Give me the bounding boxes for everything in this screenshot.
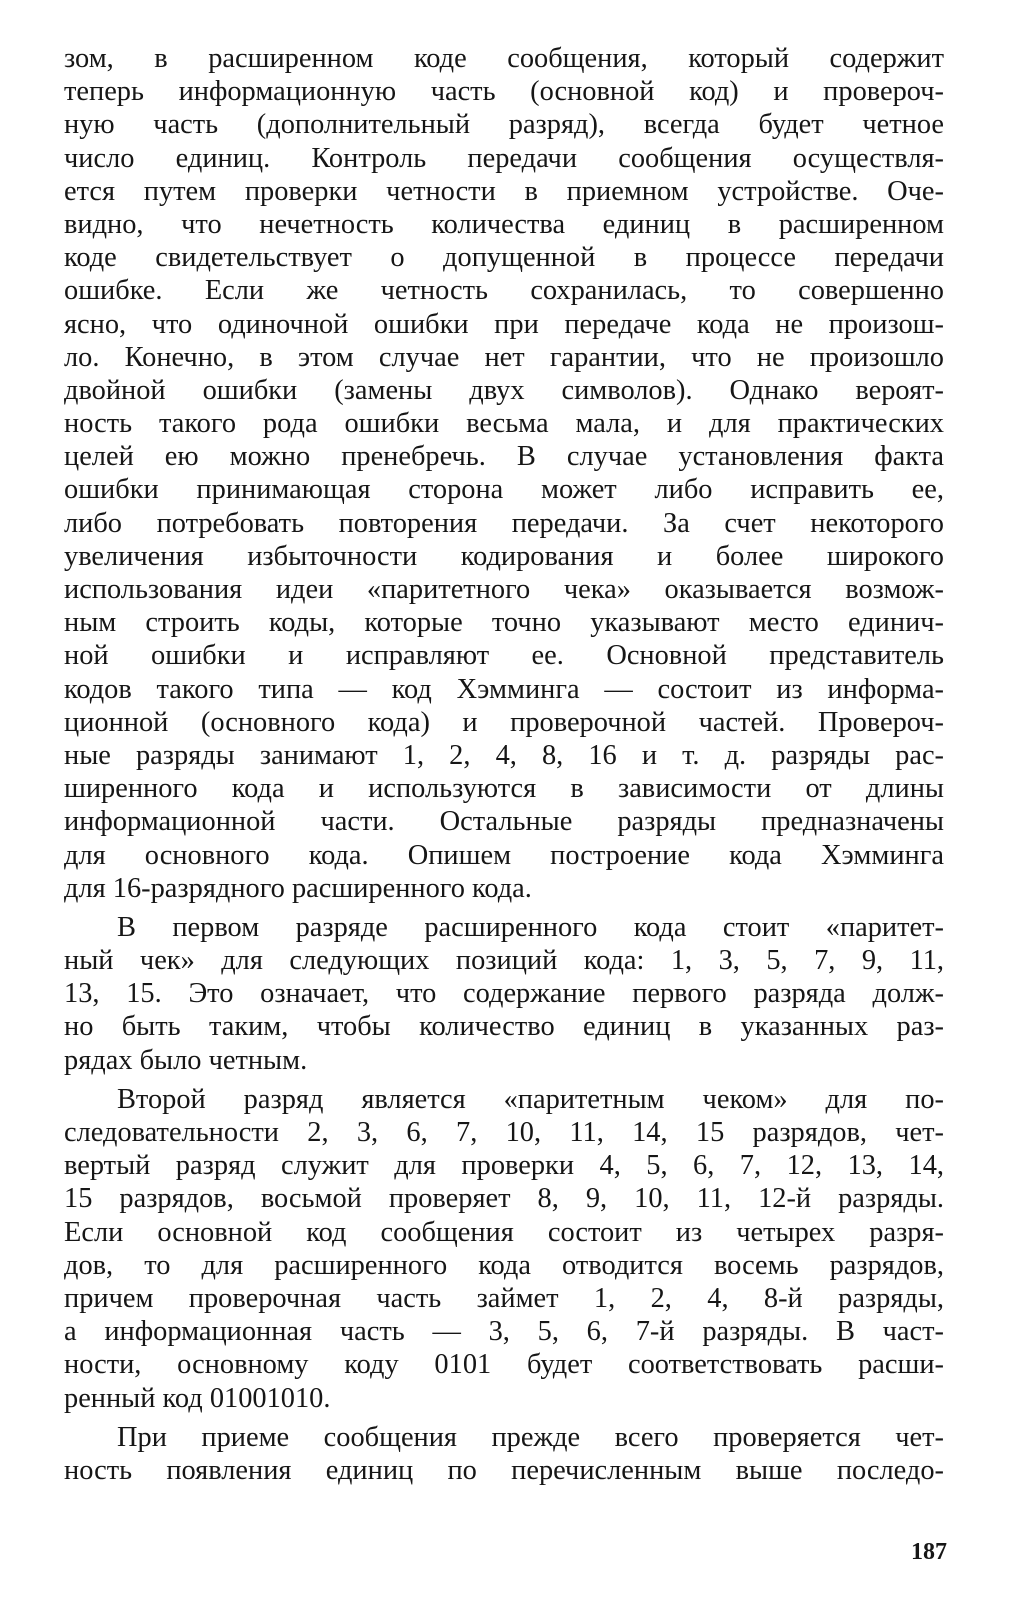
text-line: вертый разряд служит для проверки 4, 5, 6, 7, 12, 13, 14, <box>64 1150 944 1182</box>
text-line: Если основной код сообщения состоит из четырех разря- <box>64 1216 944 1248</box>
text-line: ошибке. Если же четность сохранилась, то совершенно <box>64 275 944 307</box>
text-line: число единиц. Контроль передачи сообщения осуществля- <box>64 142 944 174</box>
page-number: 187 <box>911 1539 947 1565</box>
text-line: В первом разряде расширенного кода стоит «паритет- <box>117 911 944 943</box>
text-line: а информационная часть — 3, 5, 6, 7-й разряды. В част- <box>64 1316 944 1348</box>
text-line: 13, 15. Это означает, что содержание первого разряда долж- <box>64 978 944 1010</box>
text-line: ционной (основного кода) и проверочной частей. Провероч- <box>64 706 944 738</box>
text-line: При приеме сообщения прежде всего проверяется чет- <box>117 1421 944 1453</box>
page-text <box>64 42 944 1487</box>
text-line: ясно, что одиночной ошибки при передаче кода не произош- <box>64 308 944 340</box>
text-line: ширенного кода и используются в зависимости от длины <box>64 773 944 805</box>
text-line: ность такого рода ошибки весьма мала, и для практических <box>64 408 944 440</box>
text-line: но быть таким, чтобы количество единиц в указанных раз- <box>64 1011 944 1043</box>
text-line: ный чек» для следующих позиций кода: 1, 3, 5, 7, 9, 11, <box>64 945 944 977</box>
text-line: 15 разрядов, восьмой проверяет 8, 9, 10, 11, 12-й разряды. <box>64 1183 944 1215</box>
text-line: теперь информационную часть (основной код) и провероч- <box>64 76 944 108</box>
text-line: видно, что нечетность количества единиц в расширенном <box>64 208 944 240</box>
text-line: двойной ошибки (замены двух символов). Однако вероят- <box>64 374 944 406</box>
text-line: ность появления единиц по перечисленным выше последо- <box>64 1454 944 1486</box>
text-line: ной ошибки и исправляют ее. Основной представитель <box>64 640 944 672</box>
text-line: ные разряды занимают 1, 2, 4, 8, 16 и т. д. разряды рас- <box>64 739 944 771</box>
text-line: следовательности 2, 3, 6, 7, 10, 11, 14, 15 разрядов, чет- <box>64 1117 944 1148</box>
paragraph <box>64 911 944 1077</box>
paragraph <box>64 1421 944 1487</box>
text-line: для 16-разрядного расширенного кода. <box>64 872 532 904</box>
text-line: ную часть (дополнительный разряд), всегда будет четное <box>64 109 944 141</box>
text-line: ности, основному коду 0101 будет соответствовать расши- <box>64 1349 944 1381</box>
text-line: дов, то для расширенного кода отводится восемь разрядов, <box>64 1249 944 1281</box>
paragraph <box>64 42 944 905</box>
text-line: коде свидетельствует о допущенной в процессе передачи <box>64 242 944 274</box>
text-line: либо потребовать повторения передачи. За счет некоторого <box>64 507 944 539</box>
text-line: увеличения избыточности кодирования и более широкого <box>64 540 944 572</box>
text-line: ным строить коды, которые точно указывают место единич- <box>64 607 944 639</box>
text-line: ло. Конечно, в этом случае нет гарантии, что не произошло <box>64 341 944 373</box>
text-line: использования идеи «паритетного чека» оказывается возмож- <box>64 574 944 605</box>
text-line: для основного кода. Опишем построение кода Хэмминга <box>64 839 944 871</box>
text-line: ошибки принимающая сторона может либо исправить ее, <box>64 474 944 506</box>
text-line: ренный код 01001010. <box>64 1382 331 1414</box>
text-line: информационной части. Остальные разряды предназначены <box>64 806 944 838</box>
text-line: рядах было четным. <box>64 1044 308 1076</box>
text-line: кодов такого типа — код Хэмминга — состоит из информа- <box>64 673 944 705</box>
text-line: Второй разряд является «паритетным чеком» для по- <box>117 1083 944 1115</box>
text-line: зом, в расширенном коде сообщения, который содержит <box>64 43 944 74</box>
text-line: причем проверочная часть займет 1, 2, 4, 8-й разряды, <box>64 1282 944 1314</box>
text-line: целей ею можно пренебречь. В случае установления факта <box>64 441 944 473</box>
paragraph <box>64 1083 944 1415</box>
text-line: ется путем проверки четности в приемном устройстве. Оче- <box>64 175 944 207</box>
